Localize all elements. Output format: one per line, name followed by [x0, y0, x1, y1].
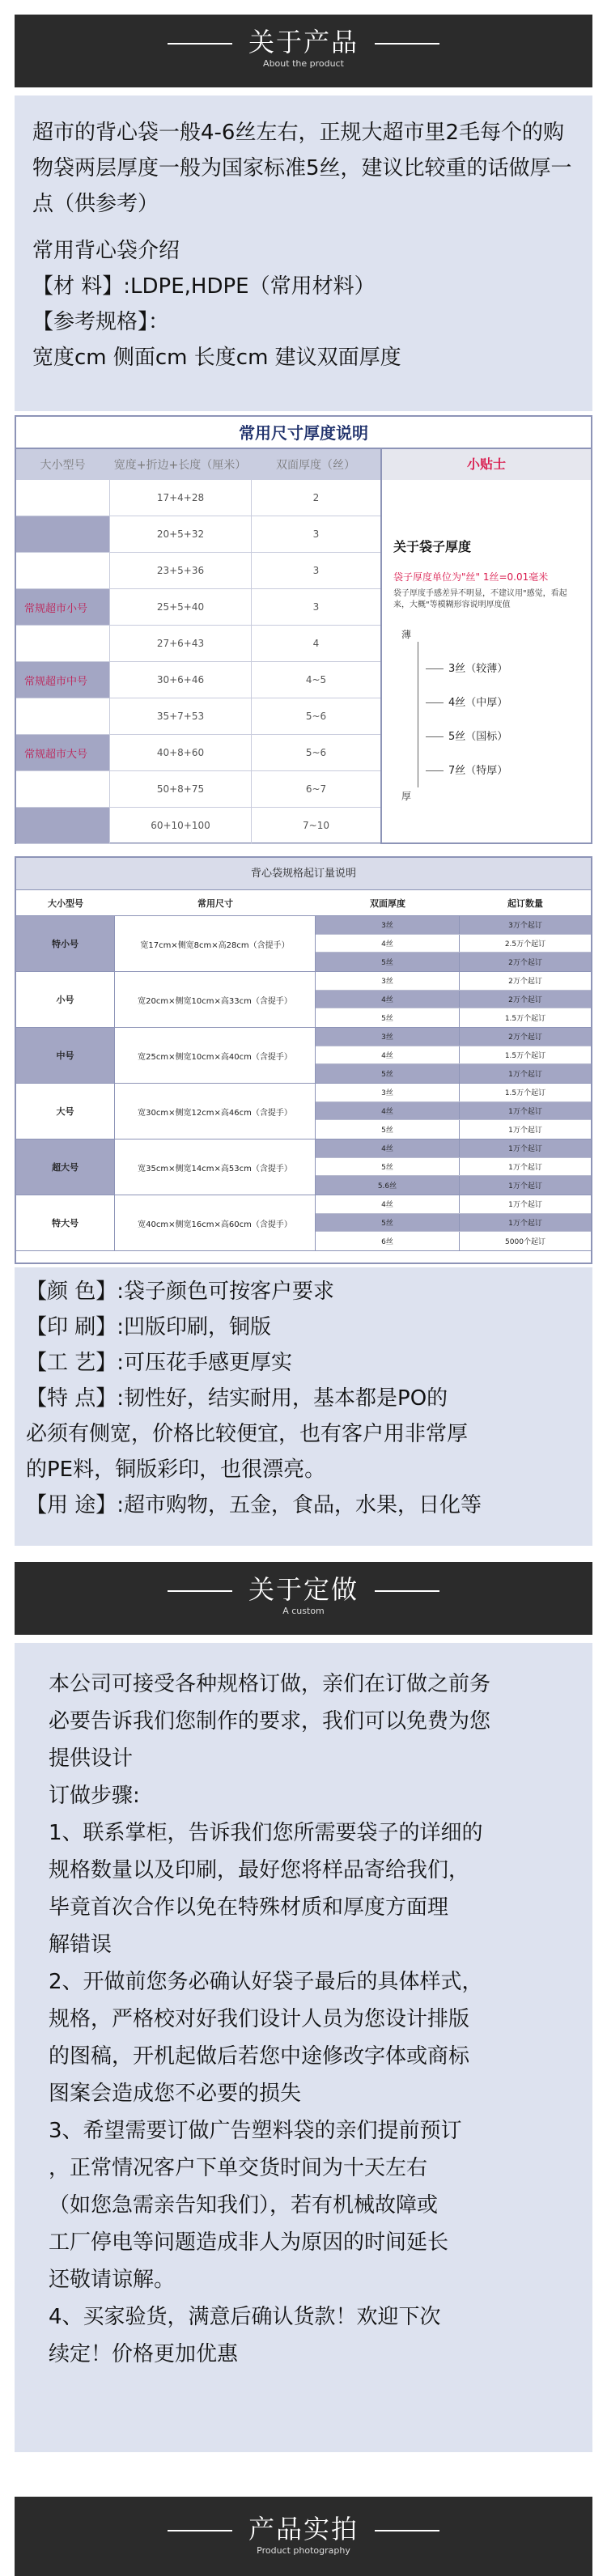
custom-line: 4、买家验货，满意后确认货款！欢迎下次 [49, 2305, 441, 2329]
size-table-row [16, 553, 380, 589]
size-table-rows [16, 480, 380, 844]
moq-thickness-cell: 4丝 [316, 1195, 460, 1213]
moq-group [16, 1084, 591, 1139]
attribute-line: 【特 点】:韧性好，结实耐用，基本都是PO的 [26, 1386, 448, 1411]
intro-line: 宽度cm 侧面cm 长度cm 建议双面厚度 [32, 346, 401, 370]
moq-thickness-cell: 4丝 [316, 935, 460, 953]
title-dash-right [375, 43, 439, 45]
moq-thickness-cell: 3丝 [316, 916, 460, 934]
product-intro-panel [15, 95, 592, 411]
moq-group [16, 916, 591, 972]
custom-line: 本公司可接受各种规格订做，亲们在订做之前务 [49, 1672, 491, 1696]
size-table-row [16, 480, 380, 516]
custom-line: 图案会造成您不必要的损失 [49, 2082, 302, 2106]
moq-thickness-cell: 5丝 [316, 1064, 460, 1083]
moq-thickness-cell: 5丝 [316, 1214, 460, 1232]
scale-mark: 5丝（国标） [426, 728, 507, 743]
custom-line: 还敬请谅解。 [49, 2268, 176, 2292]
custom-title: 关于定做 [248, 1574, 359, 1605]
title-dash-right [375, 1590, 439, 1592]
moq-size-dimension: 宽40cm×侧宽16cm×高60cm（含提手） [115, 1195, 316, 1250]
moq-row [316, 991, 591, 1009]
size-table-row [16, 589, 380, 626]
attribute-line: 【颜 色】:袋子颜色可按客户要求 [26, 1280, 335, 1304]
size-type-cell [16, 808, 109, 843]
moq-thickness-cell: 3丝 [316, 1028, 460, 1046]
custom-section-header [15, 1562, 592, 1635]
moq-row [316, 1195, 591, 1214]
moq-quantity-cell: 1万个起订 [508, 1201, 542, 1210]
moq-thickness-cell: 3丝 [316, 972, 460, 990]
moq-size-dimension: 宽17cm×侧宽8cm×高28cm（含提手） [115, 916, 316, 971]
moq-quantity-cell: 1万个起订 [508, 1108, 542, 1116]
attribute-line: 必须有侧宽，价格比较便宜，也有客户用非常厚 [26, 1422, 469, 1446]
attributes-panel [15, 1267, 592, 1546]
photo-subtitle: Product photography [257, 2545, 350, 2556]
custom-text [15, 1643, 592, 2373]
moq-row [316, 953, 591, 971]
moq-row [316, 1158, 591, 1177]
size-table-row [16, 626, 380, 662]
size-dimension-cell: 20+5+32 [109, 516, 251, 552]
moq-row [316, 1214, 591, 1233]
attributes-list [15, 1267, 592, 1523]
moq-row [316, 1084, 591, 1102]
size-thickness-cell: 6~7 [251, 771, 380, 807]
custom-line: 的图稿，开机起做后若您中途修改字体或商标 [49, 2044, 470, 2069]
moq-row [316, 1064, 591, 1083]
moq-sub-rows [316, 1084, 591, 1139]
moq-table-body [16, 916, 591, 1251]
size-dimension-cell: 30+6+46 [109, 662, 251, 698]
moq-thickness-cell: 4丝 [316, 1046, 460, 1064]
size-thickness-cell: 2 [251, 480, 380, 516]
size-type-cell [16, 480, 109, 516]
size-table-row [16, 698, 380, 735]
moq-size-dimension: 宽30cm×侧宽12cm×高46cm（含提手） [115, 1084, 316, 1139]
header-cell: 常用尺寸 [197, 898, 233, 909]
intro-line: 常用背心袋介绍 [32, 239, 180, 263]
size-thickness-cell: 5~6 [251, 735, 380, 770]
size-thickness-cell: 7~10 [251, 808, 380, 843]
header-cell: 起订数量 [507, 898, 543, 909]
photo-title: 产品实拍 [248, 2514, 359, 2544]
product-subtitle: About the product [263, 58, 344, 69]
moq-group [16, 1028, 591, 1084]
custom-line: 续定！价格更加优惠 [49, 2342, 239, 2366]
header-cell: 宽度+折边+长度（厘米） [113, 459, 247, 472]
size-thickness-cell: 3 [251, 516, 380, 552]
moq-quantity-cell: 1.5万个起订 [504, 1052, 546, 1060]
size-type-cell: 常规超市中号 [16, 662, 109, 698]
moq-quantity-cell: 3万个起订 [508, 922, 542, 931]
moq-size-name: 超大号 [16, 1139, 115, 1195]
title-dash-left [168, 43, 232, 45]
title-dash-right [375, 2530, 439, 2531]
moq-sub-rows [316, 972, 591, 1027]
moq-thickness-cell: 4丝 [316, 1139, 460, 1157]
size-type-cell: 常规超市小号 [16, 589, 109, 625]
custom-line: 必要告诉我们您制作的要求，我们可以免费为您 [49, 1709, 491, 1734]
moq-thickness-cell: 4丝 [316, 991, 460, 1008]
moq-thickness-cell: 4丝 [316, 1102, 460, 1120]
attribute-line: 【用 途】:超市购物，五金，食品，水果，日化等 [26, 1493, 482, 1517]
size-table-title: 常用尺寸厚度说明 [16, 417, 591, 449]
moq-quantity-cell: 2万个起订 [508, 978, 542, 987]
moq-table-title: 背心袋规格起订量说明 [16, 858, 591, 890]
scale-mark: 4丝（中厚） [426, 694, 507, 709]
size-type-cell [16, 698, 109, 734]
size-dimension-cell: 60+10+100 [109, 808, 251, 843]
moq-size-dimension: 宽35cm×侧宽14cm×高53cm（含提手） [115, 1139, 316, 1195]
moq-quantity-cell: 2.5万个起订 [504, 940, 546, 948]
moq-quantity-cell: 1万个起订 [508, 1145, 542, 1154]
moq-row [316, 1139, 591, 1158]
size-table-row [16, 662, 380, 698]
moq-row [316, 972, 591, 991]
product-intro-list [15, 222, 592, 376]
moq-sub-rows [316, 916, 591, 971]
intro-line: 【参考规格】： [32, 310, 170, 334]
intro-line: 【材 料】:LDPE,HDPE（常用材料） [32, 274, 376, 299]
moq-thickness-cell: 5丝 [316, 1008, 460, 1027]
moq-sub-rows [316, 1195, 591, 1250]
custom-line: 提供设计 [49, 1746, 134, 1771]
moq-row [316, 916, 591, 935]
attribute-line: 的PE料，铜版彩印，也很漂亮。 [26, 1458, 326, 1482]
custom-subtitle: A custom [282, 1606, 325, 1616]
moq-group [16, 1139, 591, 1195]
custom-line: 1、联系掌柜，告诉我们您所需要袋子的详细的 [49, 1821, 483, 1845]
moq-row [316, 1232, 591, 1250]
size-dimension-cell: 50+8+75 [109, 771, 251, 807]
moq-thickness-cell: 5丝 [316, 1120, 460, 1139]
custom-line: 规格，严格校对好我们设计人员为您设计排版 [49, 2007, 470, 2031]
custom-line: 工厂停电等问题造成非人为原因的时间延长 [49, 2230, 449, 2255]
size-thickness-cell: 5~6 [251, 698, 380, 734]
size-dimension-cell: 40+8+60 [109, 735, 251, 770]
tips-heading: 关于袋子厚度 [393, 539, 472, 554]
attribute-line: 【工 艺】:可压花手感更厚实 [26, 1351, 293, 1375]
size-dimension-cell: 35+7+53 [109, 698, 251, 734]
moq-row [316, 1028, 591, 1046]
custom-line: 3、希望需要订做广告塑料袋的亲们提前预订 [49, 2119, 462, 2143]
custom-line: 规格数量以及印刷，最好您将样品寄给我们， [49, 1858, 470, 1882]
custom-line: 2、开做前您务必确认好袋子最后的具体样式， [49, 1970, 483, 1994]
product-section-header [15, 15, 592, 87]
size-thickness-cell: 4~5 [251, 662, 380, 698]
tips-panel [380, 449, 591, 842]
moq-size-name: 中号 [16, 1028, 115, 1083]
thickness-scale [401, 627, 591, 805]
moq-row [316, 1120, 591, 1139]
size-table-row [16, 808, 380, 844]
moq-thickness-cell: 5丝 [316, 953, 460, 971]
size-dimension-cell: 27+6+43 [109, 626, 251, 661]
header-cell: 双面厚度 [370, 898, 405, 909]
size-type-cell: 常规超市大号 [16, 735, 109, 770]
moq-quantity-cell: 1万个起订 [508, 1164, 542, 1172]
custom-line: （如您急需亲告知我们），若有机械故障或 [49, 2193, 439, 2217]
moq-thickness-cell: 5.6丝 [316, 1176, 460, 1195]
size-type-cell [16, 516, 109, 552]
moq-thickness-cell: 6丝 [316, 1232, 460, 1250]
moq-quantity-cell: 1万个起订 [508, 1071, 542, 1080]
moq-quantity-cell: 5000个起订 [505, 1238, 545, 1247]
tips-title: 小贴士 [382, 449, 591, 480]
size-dimension-cell: 23+5+36 [109, 553, 251, 588]
moq-row [316, 1176, 591, 1195]
photo-section-header [15, 2497, 592, 2576]
moq-thickness-cell: 5丝 [316, 1158, 460, 1176]
size-table-row [16, 516, 380, 553]
size-thickness-cell: 3 [251, 553, 380, 588]
header-cell: 大小型号 [40, 459, 86, 472]
scale-thick-label: 厚 [401, 791, 412, 802]
attribute-line: 【印 刷】:凹版印刷，铜版 [26, 1315, 272, 1339]
moq-group [16, 972, 591, 1028]
moq-group [16, 1195, 591, 1251]
moq-sub-rows [316, 1139, 591, 1195]
moq-quantity-cell: 2万个起订 [508, 1033, 542, 1042]
moq-quantity-cell: 1.5万个起订 [504, 1089, 546, 1098]
size-type-cell [16, 771, 109, 807]
moq-table [15, 856, 592, 1264]
size-dimension-cell: 25+5+40 [109, 589, 251, 625]
custom-panel [15, 1643, 592, 2452]
moq-size-dimension: 宽25cm×侧宽10cm×高40cm（含提手） [115, 1028, 316, 1083]
moq-quantity-cell: 1万个起订 [508, 1182, 542, 1191]
moq-quantity-cell: 2万个起订 [508, 996, 542, 1004]
size-table-row [16, 735, 380, 771]
moq-size-name: 特小号 [16, 916, 115, 971]
moq-sub-rows [316, 1028, 591, 1083]
product-title: 关于产品 [248, 27, 359, 57]
custom-line: ，正常情况客户下单交货时间为十天左右 [49, 2156, 428, 2180]
moq-row [316, 935, 591, 953]
scale-mark: 3丝（较薄） [426, 660, 507, 675]
moq-table-header [16, 890, 591, 916]
moq-size-name: 特大号 [16, 1195, 115, 1250]
size-thickness-table [15, 415, 592, 844]
custom-line: 毕竟首次合作以免在特殊材质和厚度方面理 [49, 1895, 449, 1920]
size-thickness-cell: 4 [251, 626, 380, 661]
moq-quantity-cell: 1万个起订 [508, 1127, 542, 1135]
header-cell: 大小型号 [48, 898, 83, 909]
size-table-header [16, 449, 380, 480]
tips-note-unit: 袋子厚度单位为"丝" 1丝=0.01毫米 [393, 571, 549, 583]
moq-quantity-cell: 1万个起订 [508, 1220, 542, 1228]
moq-quantity-cell: 2万个起订 [508, 959, 542, 968]
scale-thin-label: 薄 [401, 629, 412, 640]
custom-line: 订做步骤: [49, 1784, 140, 1808]
size-type-cell [16, 553, 109, 588]
size-dimension-cell: 17+4+28 [109, 480, 251, 516]
size-type-cell [16, 626, 109, 661]
moq-quantity-cell: 1.5万个起订 [504, 1015, 546, 1024]
moq-row [316, 1102, 591, 1121]
moq-row [316, 1008, 591, 1027]
title-dash-left [168, 1590, 232, 1592]
moq-size-name: 小号 [16, 972, 115, 1027]
moq-row [316, 1046, 591, 1065]
moq-size-dimension: 宽20cm×侧宽10cm×高33cm（含提手） [115, 972, 316, 1027]
moq-size-name: 大号 [16, 1084, 115, 1139]
size-thickness-cell: 3 [251, 589, 380, 625]
moq-thickness-cell: 3丝 [316, 1084, 460, 1101]
size-table-row [16, 771, 380, 808]
tips-note-feel: 袋子厚度手感差异不明显，不建议用"感觉，看起来，大概"等模糊形容说明厚度值 [393, 589, 567, 609]
header-cell: 双面厚度（丝） [276, 459, 355, 472]
scale-mark: 7丝（特厚） [426, 762, 507, 777]
custom-line: 解错误 [49, 1933, 112, 1957]
product-intro-text: 超市的背心袋一般4-6丝左右，正规大超市里2毛每个的购物袋两层厚度一般为国家标准5丝，建议比较重的话做厚一点（供参考） [32, 121, 572, 216]
title-dash-left [168, 2530, 232, 2531]
